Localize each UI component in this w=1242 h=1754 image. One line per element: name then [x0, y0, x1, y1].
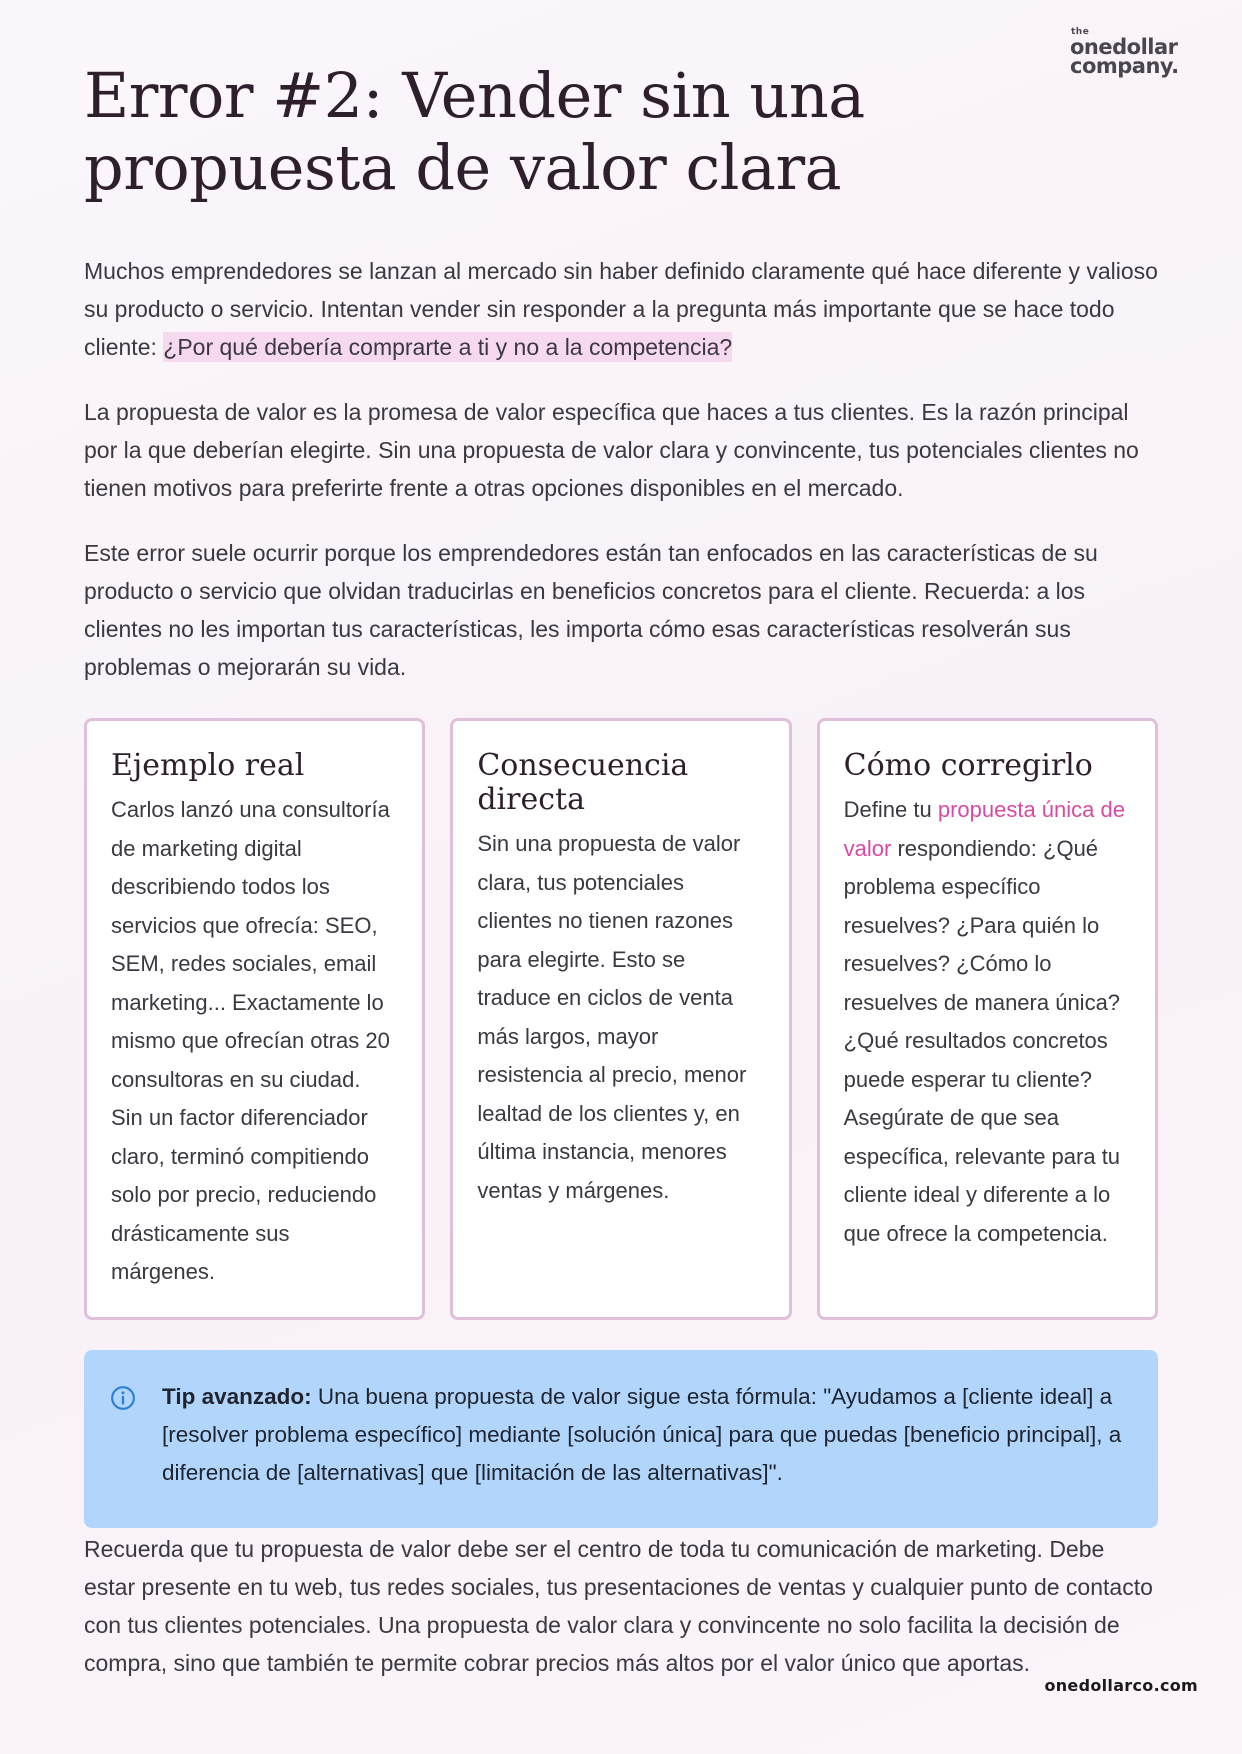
card-example	[84, 718, 425, 1320]
cards-row	[84, 718, 1158, 1320]
logo-line-1: onedollar	[1070, 35, 1178, 59]
paragraph-definition: La propuesta de valor es la promesa de valor específica que haces a tus clientes. Es la razón principal por la que deberían elegirte. Sin una propuesta de valor clara y convincente, tus potenciales clientes no tienen motivos para preferirte frente a otras opciones disponibles en el mercado.	[84, 399, 1139, 501]
info-icon	[110, 1385, 136, 1411]
card-consequence	[450, 718, 791, 1320]
card-consequence-text: Sin una propuesta de valor clara, tus potenciales clientes no tienen razones para elegirte. Esto se traduce en ciclos de venta más largos, mayor resistencia al precio, menor lealtad de los clientes y, en última instancia, menores ventas y márgenes.	[477, 831, 747, 1203]
page-content	[84, 60, 1158, 1682]
page-title: Error #2: Vender sin una propuesta de valor clara	[84, 59, 865, 204]
card-consequence-title: Consecuencia directa	[477, 748, 689, 817]
paragraph-intro	[84, 252, 1158, 366]
card-fix-text	[844, 791, 1131, 1253]
card-example-text: Carlos lanzó una consultoría de marketing digital describiendo todos los servicios que ofrecía: SEO, SEM, redes sociales, email marketing... Exactamente lo mismo que ofrecían otras 20 consultoras en su ciudad. Sin un factor diferenciador claro, terminó compitiendo solo por precio, reduciendo drásticamente sus márgenes.	[111, 797, 390, 1284]
logo-small-text: the	[1071, 27, 1090, 37]
card-fix-text-before: Define tu	[843, 797, 938, 822]
card-fix-text-after: respondiendo: ¿Qué problema específico resuelves? ¿Para quién lo resuelves? ¿Cómo lo resuelves de manera única? ¿Qué resultados concretos puede esperar tu cliente? Asegúrate de que sea específica, relevante para tu cliente ideal y diferente a lo que ofrece la competencia.	[843, 835, 1121, 1246]
tip-body: Una buena propuesta de valor sigue esta fórmula: "Ayudamos a [cliente ideal] a [resolver problema específico] mediante [solución única] para que puedas [beneficio principal], a diferencia de [alternativas] que [limitación de las alternativas]".	[162, 1384, 1122, 1485]
card-fix-title: Cómo corregirlo	[843, 748, 1093, 783]
tip-label: Tip avanzado:	[162, 1384, 312, 1409]
tip-box	[84, 1350, 1158, 1528]
paragraph-cause: Este error suele ocurrir porque los emprendedores están tan enfocados en las características de su producto o servicio que olvidan traducirlas en beneficios concretos para el cliente. Recuerda: a los clientes no les importan tus características, les importa cómo esas características resolverán sus problemas o mejorarán su vida.	[84, 540, 1098, 680]
card-fix	[817, 718, 1158, 1320]
card-fix-highlight: propuesta única de valor	[843, 797, 1125, 861]
logo-line-2: company.	[1070, 54, 1179, 78]
paragraph-intro-text: Muchos emprendedores se lanzan al mercado sin haber definido claramente qué hace diferente y valioso su producto o servicio. Intentan vender sin responder a la pregunta más importante que se hace todo cliente:	[84, 258, 1158, 360]
highlighted-question: ¿Por qué debería comprarte a ti y no a la competencia?	[163, 334, 733, 360]
card-example-title: Ejemplo real	[111, 748, 305, 783]
footer-url: onedollarco.com	[1044, 1676, 1198, 1695]
tip-text	[162, 1378, 1130, 1492]
paragraph-closing: Recuerda que tu propuesta de valor debe ser el centro de toda tu comunicación de marketing. Debe estar presente en tu web, tus redes sociales, tus presentaciones de ventas y cualquier punto de contacto con tus clientes potenciales. Una propuesta de valor clara y convincente no solo facilita la decisión de compra, sino que también te permite cobrar precios más altos por el valor único que aportas.	[84, 1536, 1153, 1676]
